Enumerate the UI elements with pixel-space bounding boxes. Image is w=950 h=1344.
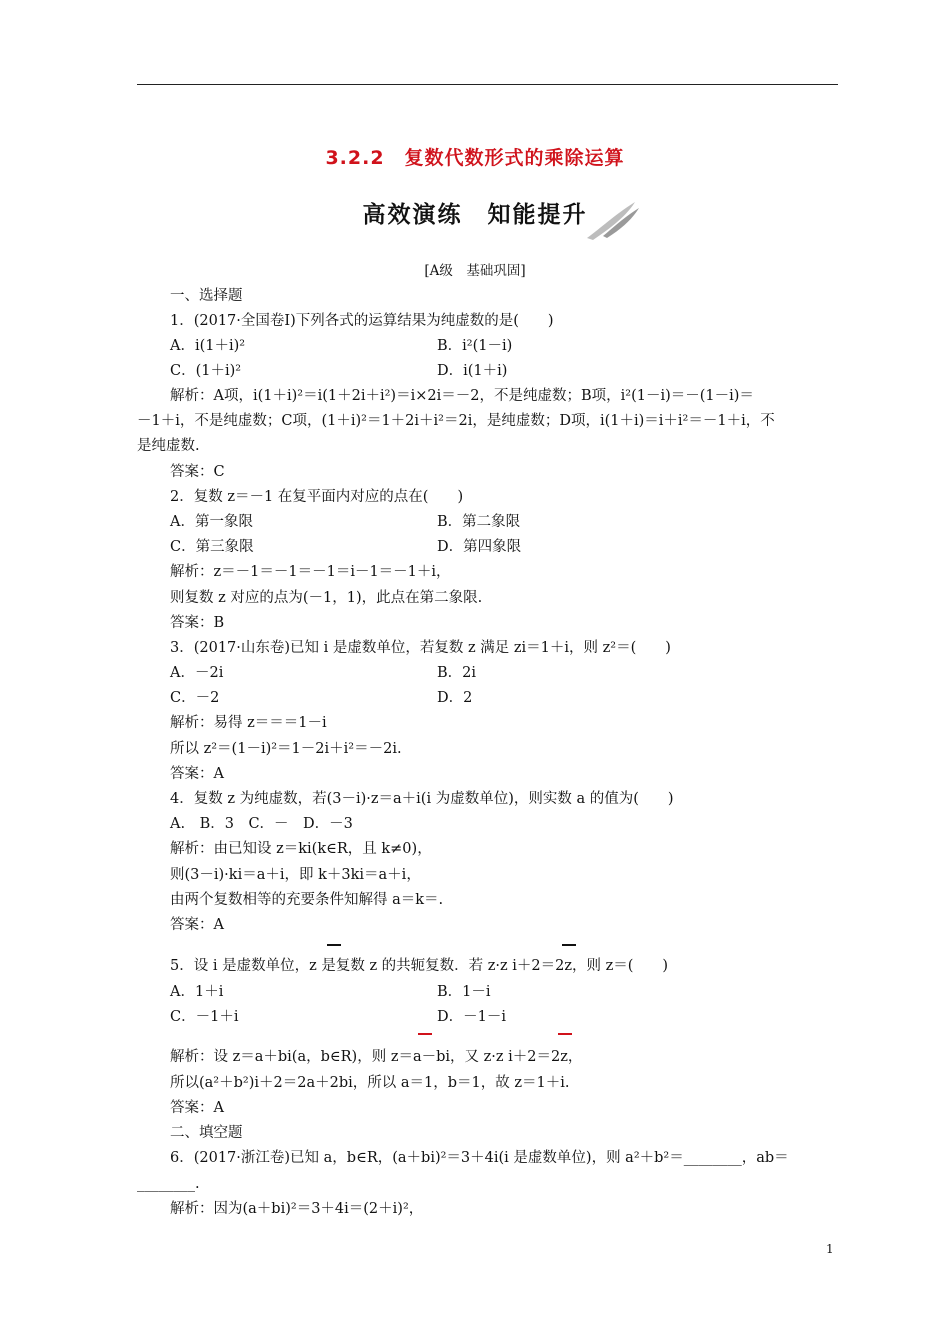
conjugate-bar-red bbox=[558, 1033, 572, 1035]
q3-answer: 答案：A bbox=[170, 766, 224, 782]
conjugate-bar-red bbox=[418, 1033, 432, 1035]
q4-solution-line2: 则(3－i)·ki＝a＋i，即 k＋3ki＝a＋i， bbox=[170, 867, 421, 883]
q4-solution-line1: 解析：由已知设 z＝ki(k∈R，且 k≠0)， bbox=[170, 841, 432, 857]
q2-option-b: B．第二象限 bbox=[437, 514, 521, 530]
q2-answer: 答案：B bbox=[170, 615, 225, 631]
q5-option-b: B．1－i bbox=[437, 984, 491, 1000]
q6-stem-line1: 6．(2017·浙江卷)已知 a，b∈R，(a＋bi)²＝3＋4i(i 是虚数单位)，则 a²＋b²＝________，ab＝ bbox=[170, 1150, 789, 1166]
q3-option-a: A．－2i bbox=[170, 665, 224, 681]
q1-option-c: C．(1＋i)² bbox=[170, 363, 242, 379]
q6-solution-line1: 解析：因为(a＋bi)²＝3＋4i＝(2＋i)²， bbox=[170, 1201, 424, 1217]
page-number: 1 bbox=[826, 1242, 834, 1256]
q5-solution-line2: 所以(a²＋b²)i＋2＝2a＋2bi，所以 a＝1，b＝1，故 z＝1＋i. bbox=[170, 1075, 570, 1091]
q1-solution-line2: －1＋i，不是纯虚数；C项，(1＋i)²＝1＋2i＋i²＝2i，是纯虚数；D项，i(1＋i)＝i＋i²＝－1＋i，不 bbox=[137, 413, 775, 429]
q1-solution-line3: 是纯虚数. bbox=[137, 438, 200, 454]
section-choice-heading: 一、选择题 bbox=[170, 288, 243, 304]
q1-option-d: D．i(1＋i) bbox=[437, 363, 508, 379]
q4-stem: 4．复数 z 为纯虚数，若(3－i)·z＝a＋i(i 为虚数单位)，则实数 a 的值为( ) bbox=[170, 791, 674, 807]
conjugate-bar bbox=[327, 944, 341, 946]
q2-solution-line1: 解析：z＝－1＝－1＝－1＝i－1＝－1＋i， bbox=[170, 564, 451, 580]
banner-text: 高效演练 知能提升 bbox=[362, 202, 588, 228]
q2-solution-line2: 则复数 z 对应的点为(－1，1)，此点在第二象限. bbox=[170, 590, 483, 606]
q4-solution-line3: 由两个复数相等的充要条件知解得 a＝k＝. bbox=[170, 892, 444, 908]
q5-stem: 5．设 i 是虚数单位，z 是复数 z 的共轭复数．若 z·z i＋2＝2z，则 z＝( ) bbox=[170, 958, 669, 974]
q3-option-c: C．－2 bbox=[170, 690, 220, 706]
header-rule bbox=[137, 84, 838, 85]
q1-stem: 1．(2017·全国卷Ⅰ)下列各式的运算结果为纯虚数的是( ) bbox=[170, 313, 554, 329]
q3-option-b: B．2i bbox=[437, 665, 477, 681]
q5-answer: 答案：A bbox=[170, 1100, 224, 1116]
page-title: 3.2.2 复数代数形式的乘除运算 bbox=[325, 147, 625, 169]
brush-stroke-icon bbox=[583, 198, 643, 242]
q1-option-a: A．i(1＋i)² bbox=[170, 338, 246, 354]
q1-option-b: B．i²(1－i) bbox=[437, 338, 513, 354]
conjugate-bar bbox=[562, 944, 576, 946]
q1-answer: 答案：C bbox=[170, 464, 225, 480]
q6-stem-line2: ________. bbox=[137, 1176, 200, 1192]
q2-option-c: C．第三象限 bbox=[170, 539, 254, 555]
q2-option-a: A．第一象限 bbox=[170, 514, 253, 530]
q1-solution-line1: 解析：A项，i(1＋i)²＝i(1＋2i＋i²)＝i×2i＝－2，不是纯虚数；B项，i²(1－i)＝－(1－i)＝ bbox=[170, 388, 754, 404]
q3-stem: 3．(2017·山东卷)已知 i 是虚数单位，若复数 z 满足 zi＝1＋i，则 z²＝( ) bbox=[170, 640, 671, 656]
q2-stem: 2．复数 z＝－1 在复平面内对应的点在( ) bbox=[170, 489, 464, 505]
q3-option-d: D．2 bbox=[437, 690, 473, 706]
level-label: [A级 基础巩固] bbox=[424, 263, 526, 279]
q5-option-c: C．－1＋i bbox=[170, 1009, 239, 1025]
q4-options: A. B．3 C．－ D．－3 bbox=[170, 816, 353, 832]
q3-solution-line1: 解析：易得 z＝＝＝1－i bbox=[170, 715, 327, 731]
q3-solution-line2: 所以 z²＝(1－i)²＝1－2i＋i²＝－2i. bbox=[170, 741, 402, 757]
q5-option-a: A．1＋i bbox=[170, 984, 224, 1000]
section-fill-heading: 二、填空题 bbox=[170, 1125, 243, 1141]
section-banner bbox=[0, 196, 950, 229]
q2-option-d: D．第四象限 bbox=[437, 539, 522, 555]
q5-option-d: D．－1－i bbox=[437, 1009, 506, 1025]
q4-answer: 答案：A bbox=[170, 917, 224, 933]
q5-solution-line1: 解析：设 z＝a＋bi(a，b∈R)，则 z＝a－bi，又 z·z i＋2＝2z， bbox=[170, 1049, 583, 1065]
